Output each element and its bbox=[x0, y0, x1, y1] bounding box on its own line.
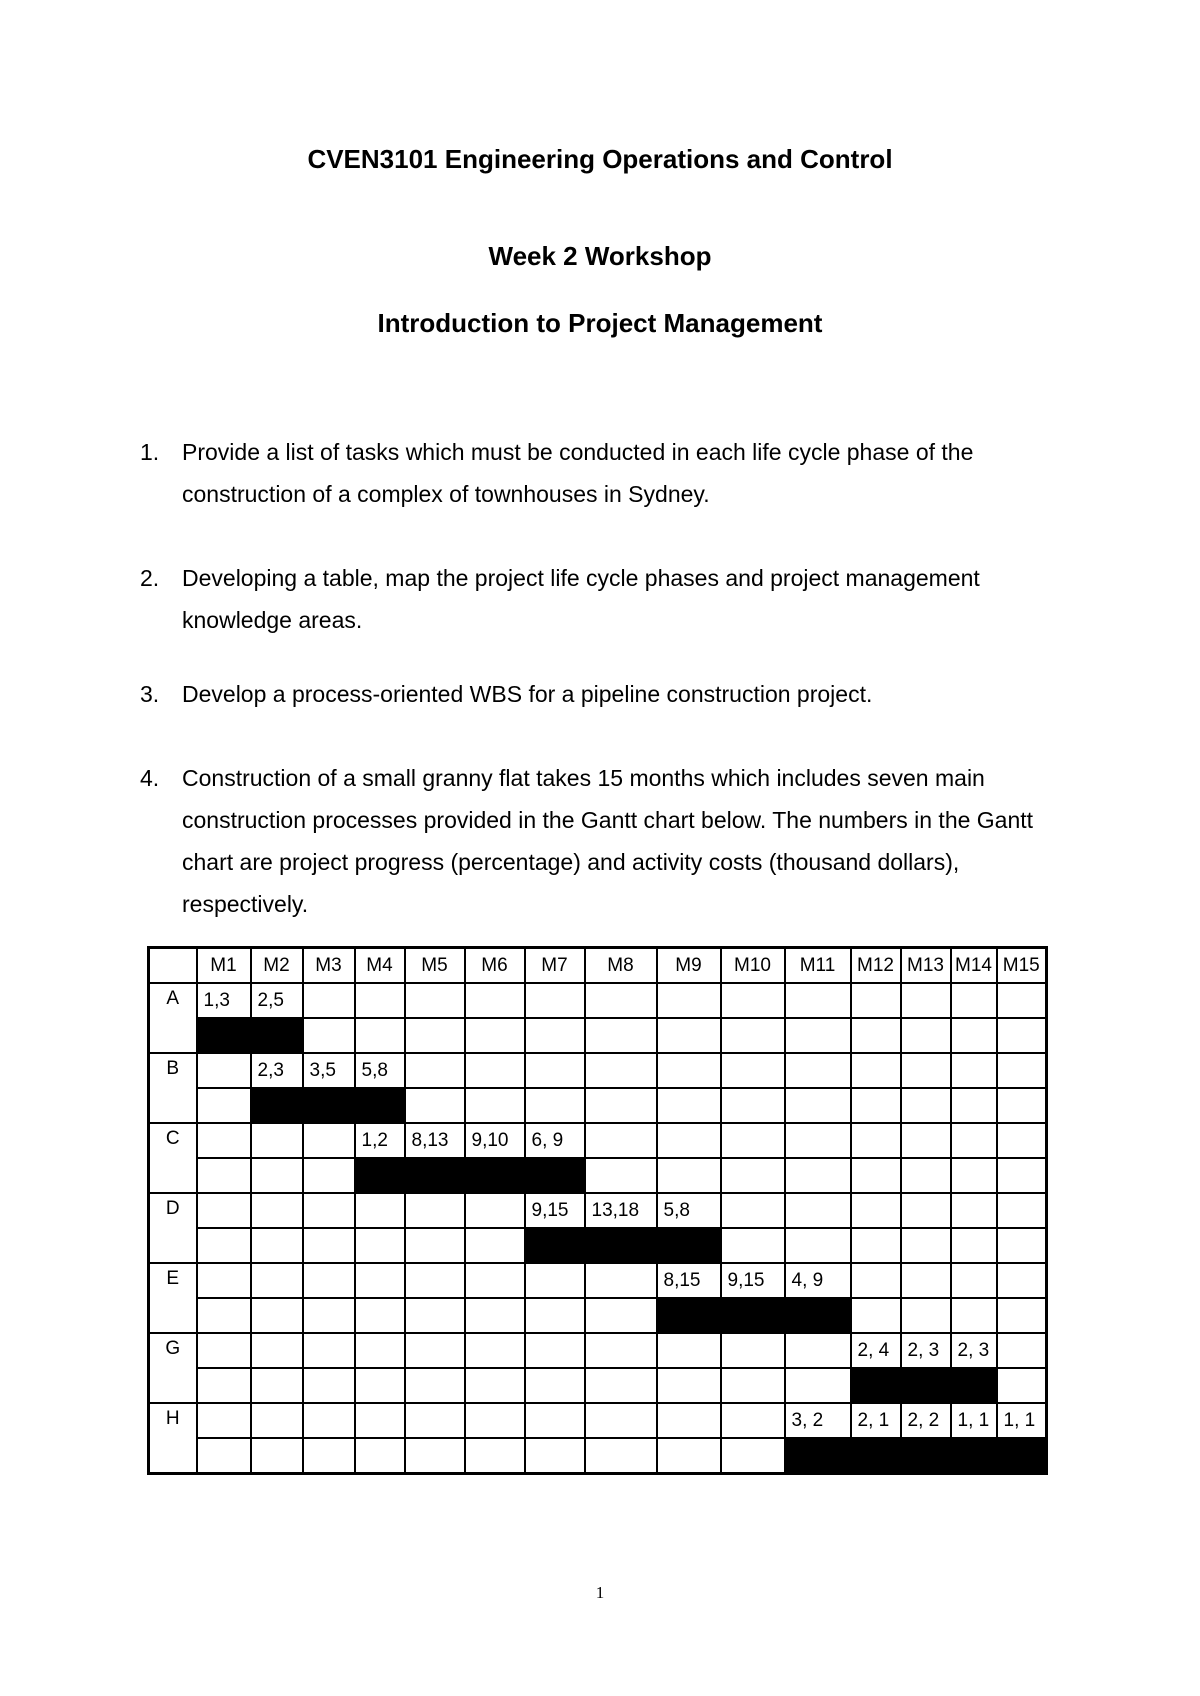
empty-bar-cell bbox=[525, 1018, 585, 1053]
gantt-bar-cell bbox=[355, 1088, 405, 1123]
progress-cost-cell bbox=[585, 1403, 657, 1438]
question-number: 4. bbox=[140, 765, 160, 791]
activity-bar-row bbox=[149, 1088, 1047, 1123]
progress-cost-cell bbox=[997, 983, 1047, 1018]
progress-cost-cell bbox=[785, 1123, 851, 1158]
corner-cell bbox=[149, 948, 197, 984]
progress-cost-cell bbox=[405, 1403, 465, 1438]
progress-cost-cell bbox=[901, 1263, 951, 1298]
progress-cost-cell: 9,10 bbox=[465, 1123, 525, 1158]
progress-cost-cell bbox=[997, 1193, 1047, 1228]
month-header: M4 bbox=[355, 948, 405, 984]
month-header: M6 bbox=[465, 948, 525, 984]
empty-bar-cell bbox=[851, 1158, 901, 1193]
course-title: CVEN3101 Engineering Operations and Control bbox=[307, 144, 893, 174]
gantt-bar-cell bbox=[525, 1158, 585, 1193]
gantt-header-row bbox=[149, 948, 1047, 984]
progress-cost-cell bbox=[901, 1193, 951, 1228]
month-header: M1 bbox=[197, 948, 251, 984]
progress-cost-cell bbox=[355, 1263, 405, 1298]
progress-cost-cell bbox=[997, 1333, 1047, 1368]
gantt-bar-cell bbox=[405, 1158, 465, 1193]
activity-label: C bbox=[149, 1123, 197, 1193]
month-header: M5 bbox=[405, 948, 465, 984]
gantt-bar-cell bbox=[851, 1438, 901, 1474]
empty-bar-cell bbox=[355, 1368, 405, 1403]
empty-bar-cell bbox=[251, 1368, 303, 1403]
month-header: M15 bbox=[997, 948, 1047, 984]
empty-bar-cell bbox=[721, 1438, 785, 1474]
progress-cost-cell bbox=[585, 983, 657, 1018]
empty-bar-cell bbox=[997, 1298, 1047, 1333]
progress-cost-cell bbox=[303, 1193, 355, 1228]
progress-cost-cell: 8,13 bbox=[405, 1123, 465, 1158]
progress-cost-cell bbox=[721, 1403, 785, 1438]
progress-cost-cell bbox=[355, 1333, 405, 1368]
gantt-bar-cell bbox=[657, 1298, 721, 1333]
progress-cost-cell: 5,8 bbox=[355, 1053, 405, 1088]
empty-bar-cell bbox=[851, 1088, 901, 1123]
progress-cost-cell bbox=[303, 983, 355, 1018]
empty-bar-cell bbox=[465, 1368, 525, 1403]
gantt-bar-cell bbox=[585, 1228, 657, 1263]
empty-bar-cell bbox=[355, 1018, 405, 1053]
empty-bar-cell bbox=[585, 1298, 657, 1333]
empty-bar-cell bbox=[657, 1438, 721, 1474]
empty-bar-cell bbox=[465, 1088, 525, 1123]
progress-cost-cell bbox=[721, 1123, 785, 1158]
empty-bar-cell bbox=[585, 1018, 657, 1053]
empty-bar-cell bbox=[785, 1018, 851, 1053]
progress-cost-cell: 13,18 bbox=[585, 1193, 657, 1228]
activity-label: A bbox=[149, 983, 197, 1053]
activity-value-row bbox=[149, 1403, 1047, 1438]
progress-cost-cell bbox=[997, 1263, 1047, 1298]
empty-bar-cell bbox=[721, 1368, 785, 1403]
progress-cost-cell bbox=[785, 1333, 851, 1368]
empty-bar-cell bbox=[355, 1298, 405, 1333]
empty-bar-cell bbox=[997, 1158, 1047, 1193]
progress-cost-cell bbox=[951, 983, 997, 1018]
progress-cost-cell bbox=[465, 1193, 525, 1228]
progress-cost-cell bbox=[585, 1123, 657, 1158]
gantt-bar-cell bbox=[785, 1438, 851, 1474]
progress-cost-cell bbox=[657, 1123, 721, 1158]
empty-bar-cell bbox=[251, 1158, 303, 1193]
empty-bar-cell bbox=[721, 1018, 785, 1053]
month-header: M12 bbox=[851, 948, 901, 984]
progress-cost-cell bbox=[197, 1333, 251, 1368]
progress-cost-cell bbox=[465, 1403, 525, 1438]
question-number: 3. bbox=[140, 681, 160, 707]
question-text: Provide a list of tasks which must be conducted in each life cycle phase of the construction of a complex of townhouses in Sydney. bbox=[182, 439, 974, 507]
empty-bar-cell bbox=[657, 1368, 721, 1403]
progress-cost-cell bbox=[197, 1403, 251, 1438]
empty-bar-cell bbox=[525, 1438, 585, 1474]
empty-bar-cell bbox=[721, 1228, 785, 1263]
progress-cost-cell bbox=[355, 983, 405, 1018]
week-title: Week 2 Workshop bbox=[488, 241, 712, 271]
empty-bar-cell bbox=[785, 1088, 851, 1123]
month-header: M7 bbox=[525, 948, 585, 984]
empty-bar-cell bbox=[303, 1018, 355, 1053]
empty-bar-cell bbox=[525, 1368, 585, 1403]
gantt-bar-cell bbox=[657, 1228, 721, 1263]
progress-cost-cell bbox=[525, 1333, 585, 1368]
progress-cost-cell bbox=[951, 1053, 997, 1088]
empty-bar-cell bbox=[405, 1088, 465, 1123]
empty-bar-cell bbox=[251, 1228, 303, 1263]
empty-bar-cell bbox=[785, 1368, 851, 1403]
progress-cost-cell bbox=[657, 1053, 721, 1088]
month-header: M13 bbox=[901, 948, 951, 984]
progress-cost-cell bbox=[951, 1193, 997, 1228]
question-1 bbox=[140, 431, 1040, 515]
empty-bar-cell bbox=[197, 1088, 251, 1123]
progress-cost-cell: 2, 3 bbox=[951, 1333, 997, 1368]
progress-cost-cell bbox=[405, 983, 465, 1018]
month-header: M11 bbox=[785, 948, 851, 984]
progress-cost-cell bbox=[785, 1053, 851, 1088]
progress-cost-cell bbox=[901, 983, 951, 1018]
empty-bar-cell bbox=[657, 1158, 721, 1193]
question-number: 1. bbox=[140, 439, 160, 465]
progress-cost-cell bbox=[901, 1053, 951, 1088]
progress-cost-cell: 9,15 bbox=[721, 1263, 785, 1298]
month-header: M14 bbox=[951, 948, 997, 984]
gantt-bar-cell bbox=[721, 1298, 785, 1333]
progress-cost-cell bbox=[997, 1123, 1047, 1158]
activity-bar-row bbox=[149, 1298, 1047, 1333]
empty-bar-cell bbox=[197, 1368, 251, 1403]
question-text: Developing a table, map the project life cycle phases and project management knowledge areas. bbox=[182, 565, 980, 633]
empty-bar-cell bbox=[851, 1228, 901, 1263]
empty-bar-cell bbox=[901, 1298, 951, 1333]
progress-cost-cell bbox=[851, 1263, 901, 1298]
activity-label: D bbox=[149, 1193, 197, 1263]
gantt-bar-cell bbox=[785, 1298, 851, 1333]
empty-bar-cell bbox=[405, 1368, 465, 1403]
activity-value-row bbox=[149, 1053, 1047, 1088]
progress-cost-cell: 4, 9 bbox=[785, 1263, 851, 1298]
progress-cost-cell: 5,8 bbox=[657, 1193, 721, 1228]
empty-bar-cell bbox=[303, 1298, 355, 1333]
progress-cost-cell: 6, 9 bbox=[525, 1123, 585, 1158]
empty-bar-cell bbox=[997, 1018, 1047, 1053]
empty-bar-cell bbox=[997, 1228, 1047, 1263]
empty-bar-cell bbox=[251, 1298, 303, 1333]
empty-bar-cell bbox=[197, 1298, 251, 1333]
progress-cost-cell bbox=[721, 1333, 785, 1368]
progress-cost-cell bbox=[251, 1403, 303, 1438]
gantt-bar-cell bbox=[465, 1158, 525, 1193]
progress-cost-cell bbox=[721, 1193, 785, 1228]
progress-cost-cell bbox=[785, 1193, 851, 1228]
activity-bar-row bbox=[149, 1368, 1047, 1403]
question-number: 2. bbox=[140, 565, 160, 591]
progress-cost-cell bbox=[405, 1053, 465, 1088]
empty-bar-cell bbox=[465, 1438, 525, 1474]
progress-cost-cell bbox=[785, 983, 851, 1018]
progress-cost-cell bbox=[585, 1053, 657, 1088]
empty-bar-cell bbox=[465, 1228, 525, 1263]
progress-cost-cell: 2, 1 bbox=[851, 1403, 901, 1438]
empty-bar-cell bbox=[585, 1368, 657, 1403]
empty-bar-cell bbox=[585, 1088, 657, 1123]
month-header: M8 bbox=[585, 948, 657, 984]
progress-cost-cell bbox=[303, 1403, 355, 1438]
empty-bar-cell bbox=[197, 1438, 251, 1474]
progress-cost-cell bbox=[465, 1053, 525, 1088]
gantt-bar-cell bbox=[525, 1228, 585, 1263]
month-header: M10 bbox=[721, 948, 785, 984]
progress-cost-cell: 2, 2 bbox=[901, 1403, 951, 1438]
empty-bar-cell bbox=[851, 1298, 901, 1333]
progress-cost-cell: 8,15 bbox=[657, 1263, 721, 1298]
month-header: M2 bbox=[251, 948, 303, 984]
progress-cost-cell bbox=[355, 1193, 405, 1228]
gantt-bar-cell bbox=[251, 1088, 303, 1123]
empty-bar-cell bbox=[951, 1228, 997, 1263]
activity-bar-row bbox=[149, 1438, 1047, 1474]
empty-bar-cell bbox=[585, 1438, 657, 1474]
gantt-bar-cell bbox=[251, 1018, 303, 1053]
progress-cost-cell: 1, 1 bbox=[997, 1403, 1047, 1438]
progress-cost-cell bbox=[197, 1053, 251, 1088]
progress-cost-cell bbox=[355, 1403, 405, 1438]
empty-bar-cell bbox=[251, 1438, 303, 1474]
gantt-chart-table bbox=[147, 946, 1048, 1475]
gantt-bar-cell bbox=[355, 1158, 405, 1193]
month-header: M9 bbox=[657, 948, 721, 984]
progress-cost-cell bbox=[465, 1263, 525, 1298]
question-text: Develop a process-oriented WBS for a pipeline construction project. bbox=[182, 681, 873, 707]
page-number: 1 bbox=[595, 1583, 605, 1602]
gantt-bar-cell bbox=[303, 1088, 355, 1123]
progress-cost-cell bbox=[525, 1403, 585, 1438]
empty-bar-cell bbox=[355, 1228, 405, 1263]
empty-bar-cell bbox=[951, 1088, 997, 1123]
empty-bar-cell bbox=[901, 1158, 951, 1193]
activity-value-row bbox=[149, 1123, 1047, 1158]
progress-cost-cell bbox=[251, 1193, 303, 1228]
empty-bar-cell bbox=[901, 1228, 951, 1263]
progress-cost-cell bbox=[585, 1263, 657, 1298]
activity-bar-row bbox=[149, 1018, 1047, 1053]
empty-bar-cell bbox=[785, 1228, 851, 1263]
progress-cost-cell: 1, 1 bbox=[951, 1403, 997, 1438]
empty-bar-cell bbox=[525, 1088, 585, 1123]
gantt-bar-cell bbox=[901, 1368, 951, 1403]
progress-cost-cell bbox=[585, 1333, 657, 1368]
progress-cost-cell bbox=[465, 983, 525, 1018]
progress-cost-cell: 2,3 bbox=[251, 1053, 303, 1088]
empty-bar-cell bbox=[785, 1158, 851, 1193]
progress-cost-cell bbox=[251, 1123, 303, 1158]
progress-cost-cell bbox=[721, 983, 785, 1018]
topic-title: Introduction to Project Management bbox=[377, 308, 823, 338]
empty-bar-cell bbox=[951, 1018, 997, 1053]
empty-bar-cell bbox=[303, 1158, 355, 1193]
progress-cost-cell bbox=[851, 1123, 901, 1158]
progress-cost-cell bbox=[405, 1333, 465, 1368]
activity-value-row bbox=[149, 1263, 1047, 1298]
empty-bar-cell bbox=[657, 1088, 721, 1123]
empty-bar-cell bbox=[525, 1298, 585, 1333]
empty-bar-cell bbox=[303, 1228, 355, 1263]
progress-cost-cell bbox=[251, 1333, 303, 1368]
gantt-bar-cell bbox=[951, 1438, 997, 1474]
progress-cost-cell: 2, 3 bbox=[901, 1333, 951, 1368]
empty-bar-cell bbox=[901, 1018, 951, 1053]
empty-bar-cell bbox=[997, 1088, 1047, 1123]
empty-bar-cell bbox=[901, 1088, 951, 1123]
gantt-bar-cell bbox=[197, 1018, 251, 1053]
activity-bar-row bbox=[149, 1228, 1047, 1263]
activity-label: E bbox=[149, 1263, 197, 1333]
progress-cost-cell bbox=[951, 1263, 997, 1298]
activity-value-row bbox=[149, 1193, 1047, 1228]
empty-bar-cell bbox=[721, 1158, 785, 1193]
progress-cost-cell bbox=[197, 1123, 251, 1158]
activity-value-row bbox=[149, 983, 1047, 1018]
progress-cost-cell bbox=[251, 1263, 303, 1298]
progress-cost-cell bbox=[303, 1123, 355, 1158]
progress-cost-cell bbox=[951, 1123, 997, 1158]
activity-label: G bbox=[149, 1333, 197, 1403]
empty-bar-cell bbox=[465, 1018, 525, 1053]
question-text: Construction of a small granny flat takes 15 months which includes seven main construction processes provided in the Gantt chart below. The numbers in the Gantt chart are project progress (percentage) and activity costs (thousand dollars), respectively. bbox=[182, 765, 1034, 917]
progress-cost-cell bbox=[721, 1053, 785, 1088]
progress-cost-cell bbox=[405, 1263, 465, 1298]
empty-bar-cell bbox=[721, 1088, 785, 1123]
activity-bar-row bbox=[149, 1158, 1047, 1193]
progress-cost-cell: 2,5 bbox=[251, 983, 303, 1018]
empty-bar-cell bbox=[303, 1438, 355, 1474]
empty-bar-cell bbox=[355, 1438, 405, 1474]
empty-bar-cell bbox=[197, 1228, 251, 1263]
progress-cost-cell bbox=[997, 1053, 1047, 1088]
progress-cost-cell bbox=[405, 1193, 465, 1228]
progress-cost-cell: 1,3 bbox=[197, 983, 251, 1018]
progress-cost-cell bbox=[901, 1123, 951, 1158]
gantt-bar-cell bbox=[901, 1438, 951, 1474]
empty-bar-cell bbox=[405, 1298, 465, 1333]
progress-cost-cell bbox=[851, 1193, 901, 1228]
progress-cost-cell bbox=[465, 1333, 525, 1368]
activity-value-row bbox=[149, 1333, 1047, 1368]
gantt-bar-cell bbox=[951, 1368, 997, 1403]
empty-bar-cell bbox=[465, 1298, 525, 1333]
progress-cost-cell bbox=[303, 1333, 355, 1368]
empty-bar-cell bbox=[405, 1228, 465, 1263]
progress-cost-cell: 3,5 bbox=[303, 1053, 355, 1088]
empty-bar-cell bbox=[197, 1158, 251, 1193]
question-4 bbox=[140, 757, 1040, 925]
progress-cost-cell bbox=[303, 1263, 355, 1298]
empty-bar-cell bbox=[851, 1018, 901, 1053]
question-2 bbox=[140, 557, 1040, 641]
question-3 bbox=[140, 673, 1040, 715]
empty-bar-cell bbox=[585, 1158, 657, 1193]
progress-cost-cell bbox=[657, 983, 721, 1018]
progress-cost-cell bbox=[525, 1263, 585, 1298]
progress-cost-cell bbox=[197, 1263, 251, 1298]
empty-bar-cell bbox=[405, 1018, 465, 1053]
progress-cost-cell bbox=[851, 983, 901, 1018]
progress-cost-cell: 2, 4 bbox=[851, 1333, 901, 1368]
empty-bar-cell bbox=[951, 1158, 997, 1193]
empty-bar-cell bbox=[405, 1438, 465, 1474]
activity-label: B bbox=[149, 1053, 197, 1123]
progress-cost-cell: 1,2 bbox=[355, 1123, 405, 1158]
progress-cost-cell: 9,15 bbox=[525, 1193, 585, 1228]
empty-bar-cell bbox=[997, 1368, 1047, 1403]
progress-cost-cell bbox=[657, 1403, 721, 1438]
empty-bar-cell bbox=[657, 1018, 721, 1053]
gantt-bar-cell bbox=[851, 1368, 901, 1403]
activity-label: H bbox=[149, 1403, 197, 1474]
gantt-bar-cell bbox=[997, 1438, 1047, 1474]
empty-bar-cell bbox=[303, 1368, 355, 1403]
progress-cost-cell bbox=[851, 1053, 901, 1088]
progress-cost-cell bbox=[525, 983, 585, 1018]
empty-bar-cell bbox=[951, 1298, 997, 1333]
progress-cost-cell bbox=[525, 1053, 585, 1088]
progress-cost-cell bbox=[657, 1333, 721, 1368]
progress-cost-cell: 3, 2 bbox=[785, 1403, 851, 1438]
month-header: M3 bbox=[303, 948, 355, 984]
progress-cost-cell bbox=[197, 1193, 251, 1228]
